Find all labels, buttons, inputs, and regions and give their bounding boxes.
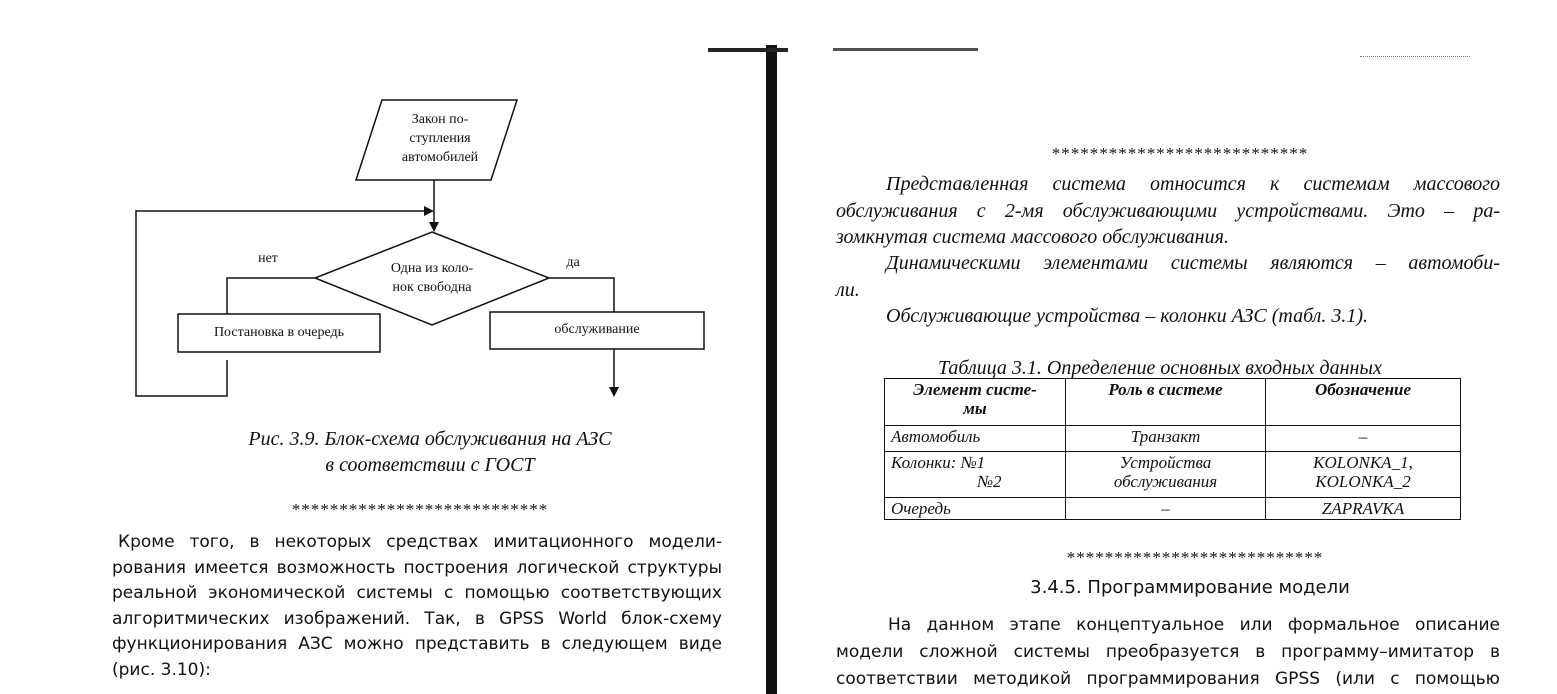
section-heading: 3.4.5. Программирование модели [1030,577,1350,598]
left-paragraph: Кроме того, в некоторых средствах имитационного модели- рования имеется возможность построения логической структуры реальной экономической системы с помощью соответствующих алгоритмических изображений. Так, в GPSS World блок-схему функционирования АЗС можно представить в следующем виде (рис. 3.10): [112,532,722,680]
yes-branch-line [549,278,614,312]
input-block-text: Закон по- ступления автомобилей [401,112,479,165]
table-row [885,498,1461,520]
no-label: нет [258,251,278,266]
queue-block-text: Постановка в очередь [213,325,345,340]
arrowhead [609,387,619,397]
table-cell: Автомобиль [885,426,1066,452]
separator-right-top: *************************** [1051,144,1309,163]
figure-caption: Рис. 3.9. Блок-схема обслуживания на АЗС в соответствии с ГОСТ [248,428,612,476]
table-row [885,452,1461,498]
table-cell: KOLONKA_1, KOLONKA_2 [1266,452,1461,498]
table-header-cell: Обозначение [1266,379,1461,426]
table-header-cell: Элемент систе- мы [885,379,1066,426]
separator-right-bottom: *************************** [1066,548,1324,567]
separator-left: *************************** [291,500,549,519]
top-rule-right [833,48,978,51]
flowchart [0,0,780,420]
table-header-row [885,379,1461,426]
table-cell: – [1266,426,1461,452]
arrowhead [424,206,434,216]
right-paragraph-1: Представленная система относится к системам массового обслуживания с 2-мя обслуживающими устройствами. Это – ра- зомкнутая система массового обслуживания. [836,173,1500,248]
table-caption: Таблица 3.1. Определение основных входных данных [938,357,1382,379]
table-header-cell: Роль в системе [1066,379,1266,426]
right-paragraph-3: Обслуживающие устройства – колонки АЗС (табл. 3.1). [886,305,1369,327]
table-row [885,426,1461,452]
yes-label: да [566,255,580,270]
table-cell: Устройства обслуживания [1066,452,1266,498]
right-paragraph-2: Динамическими элементами системы являются – автомоби- ли. [836,252,1500,301]
table-cell: Очередь [885,498,1066,520]
table-cell: Транзакт [1066,426,1266,452]
arrowhead [429,222,439,232]
right-paragraph-4: На данном этапе концептуальное или формальное описание модели сложной системы преобразуется в программу–имитатор в соответствии методикой программирования GPSS (или с помощью [836,615,1500,689]
service-block-text: обслуживание [554,322,640,337]
table-cell: Колонки: №1 №2 [885,452,1066,498]
table-cell: – [1066,498,1266,520]
no-branch-line [227,278,315,314]
feedback-loop-line [136,211,426,396]
table-cell: ZAPRAVKA [1266,498,1461,520]
top-dots-right [1360,56,1470,57]
input-data-table [884,378,1461,520]
decision-text: Одна из коло- нок свободна [390,261,474,295]
